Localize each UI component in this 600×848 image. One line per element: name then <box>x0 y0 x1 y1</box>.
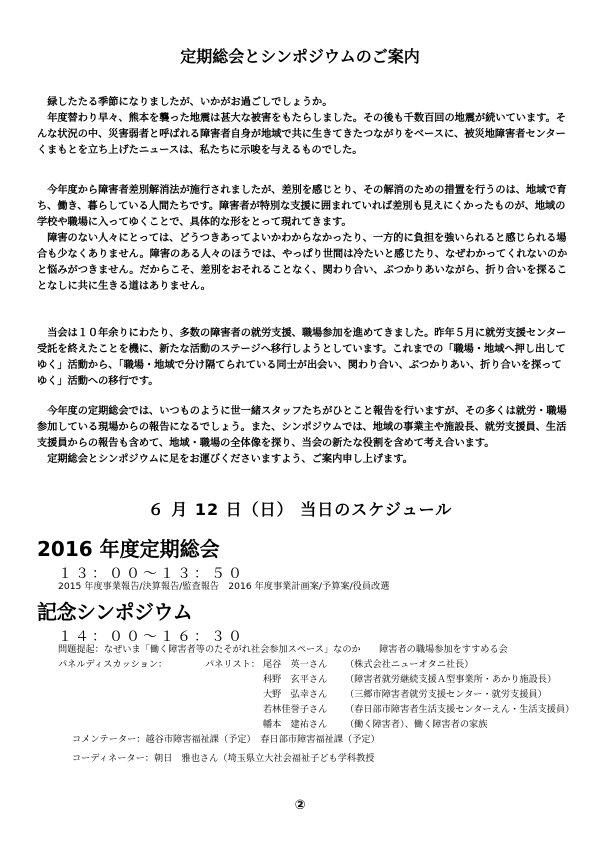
text-line: 年度替わり早々、熊本を襲った地震は甚大な被害をもたらしました。その後も千数百回の地震が続いています。そんな状況の中、災害弱者と呼ばれる障害者自身が地域で共に生きてきたつながりをベースに、被災地障害者センターくまもとを立ち上げたニュースは、私たちに示唆を与えるものでした。 <box>37 113 566 156</box>
panelist-affiliation: （働く障害者）、働く障害者の家族 <box>345 719 488 730</box>
text-line: 当会は１０年余りにわたり、多数の障害者の就労支援、職場参加を進めてきました。昨年５月に就労支援センター受託を終えたことを機に、新たな活動のステージへ移行しようとしています。これまでの「職場・地域へ押し出してゆく」活動から、「職場・地域で分け隔てられている同士が出会い、関わり合い、ぶつかりあい、折り合いを探ってゆく」活動への移行です。 <box>37 328 567 387</box>
panelist-affiliation: （春日部市障害者生活支援センターえん・生活支援員） <box>345 704 575 715</box>
panelist-name: 尾谷 英一さん <box>263 659 328 670</box>
panelist-name: 大野 弘幸さん <box>263 689 328 700</box>
symposium-time: １４：００～１６：３０ <box>58 629 245 645</box>
page-title: 定期総会とシンポジウムのご案内 <box>180 47 420 66</box>
general-meeting-time: １３：００～１３：５０ <box>58 566 245 582</box>
panelist-label: パネリスト： <box>205 659 260 670</box>
commentator-line: コメンテーター：越谷市障害福祉課（予定） 春日部市障害福祉課（予定） <box>72 734 380 745</box>
panelist-row <box>263 718 487 732</box>
discrimination-paragraph <box>37 183 571 295</box>
coordinator-line: コーディネーター：朝日 雅也さん（埼玉県立大社会福祉子ども学科教授 <box>72 753 375 764</box>
panelist-affiliation: （三郷市障害者就労支援センター・就労支援員） <box>345 689 547 700</box>
symposium-heading: 記念シンポジウム <box>37 600 193 624</box>
text-line: 定期総会とシンポジウムに足をお運びくださいますよう、ご案内申し上げます。 <box>47 454 413 465</box>
text-line: 今年度から障害者差別解消法が施行されましたが、差別を感じとり、その解消のための措置を行うのは、地域で育ち、働き、暮らしている人間たちです。障害者が特別な支援に囲まれていれば差別も見えにくかったものが、地域の学校や職場に入ってゆくことで、具体的な形をとって現れてきます。 <box>37 185 567 228</box>
panel-discussion-label: パネルディスカッション： <box>58 659 168 670</box>
general-meeting-agenda: 2015 年度事業報告/決算報告/監査報告 2016 年度事業計画案/予算案/役員改選 <box>58 581 390 592</box>
text-line: 緑したたる季節になりましたが、いかがお過ごしでしょうか。 <box>47 97 333 108</box>
panelist-affiliation: （障害者就労継続支援Ａ型事業所・あかり施設長） <box>345 674 557 685</box>
panelist-name: 科野 玄平さん <box>263 674 328 685</box>
activity-paragraph <box>37 326 571 390</box>
page-number: ② <box>294 798 306 813</box>
greeting-paragraph <box>37 95 571 159</box>
meeting-paragraph <box>37 404 571 468</box>
panelist-row <box>263 688 547 702</box>
symposium-theme: 問題提起：なぜいま「働く障害者等のたそがれ社会参加スペース」なのか 障害者の職場参加をすすめる会 <box>58 644 508 655</box>
panelist-name: 幡本 建祐さん <box>263 719 328 730</box>
panelist-row <box>263 658 473 672</box>
panelist-row <box>263 673 556 687</box>
panelist-affiliation: （株式会社ニューオタニ社長） <box>345 659 474 670</box>
panelist-name: 若林佳誉子さん <box>263 704 328 715</box>
schedule-heading: ６ 月 12 日（日） 当日のスケジュール <box>147 500 453 519</box>
general-meeting-heading: 2016 年度定期総会 <box>37 537 220 561</box>
text-line: 障害のない人々にとっては、どうつきあってよいかわからなかったり、一方的に負担を強いられると感じられる場合も少なくありません。障害のある人々のほうでは、やっぱり世間は冷たいと感じたり、なぜわかってくれないのかと悩みがつきません。だからこそ、差別をおそれることなく、関わり合い、ぶつかりあいながら、折り合いを探ることなしに共に生きる道はありません。 <box>37 233 568 292</box>
panelist-row <box>263 703 574 717</box>
text-line: 今年度の定期総会では、いつものように世一緒スタッフたちがひとこと報告を行いますが、その多くは就労・職場参加している現場からの報告になるでしょう。また、シンポジウムでは、地域の事業主や施設長、就労支援員、生活支援員からの報告も含めて、地域・職場の全体像を探り、当会の新たな役割を含めて考え合います。 <box>37 406 567 449</box>
